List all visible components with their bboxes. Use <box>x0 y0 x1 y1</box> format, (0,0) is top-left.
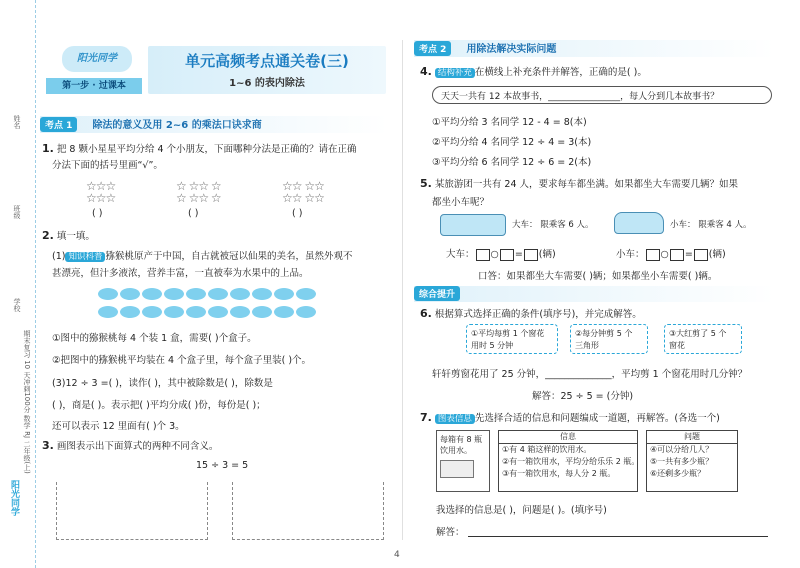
comp-badge: 综合提升 <box>414 286 460 301</box>
q6-num: 6. <box>420 307 432 320</box>
q2-intro-tag: 知识科普 <box>65 252 105 262</box>
q3-draw-right[interactable] <box>232 482 384 540</box>
q4-tag: 结构补充 <box>435 68 475 78</box>
q5-num: 5. <box>420 177 432 190</box>
q3-text: 画图表示出下面算式的两种不同含义。 <box>56 441 219 452</box>
water-box-icon <box>440 460 474 478</box>
q1-line1 <box>42 141 357 155</box>
kp2-heading <box>414 40 774 57</box>
q5-text1: 某旅游团一共有 24 人，要求每车都坐满。如果都坐大车需要几辆？如果 <box>434 179 739 190</box>
star-group-b: ☆ ☆☆ ☆ ☆ ☆☆ ☆ <box>176 179 221 205</box>
q4-box-text: 天天一共有 12 本故事书，________________，每人分到几本故事书？ <box>441 92 720 102</box>
bus-label: 大车： 限乘客 6 人。 <box>512 220 594 230</box>
q4-line <box>420 64 647 78</box>
q2-l2: ②把图中的猕猴桃平均装在 4 个盒子里，每个盒子里装( )个。 <box>52 355 312 366</box>
page-number: 4 <box>394 550 400 560</box>
q4-o3[interactable]: ③平均分给 6 名同学 12 ÷ 6 = 2(本) <box>432 157 592 168</box>
q7-sel: 我选择的信息是( )，问题是( )。(填序号) <box>436 505 607 516</box>
q5-line1 <box>420 176 738 190</box>
q7-text: 先选择合适的信息和问题编成一道题，再解答。(各选一个) <box>474 413 720 424</box>
q5-small-calc: 小车： ○ = (辆) <box>616 249 726 260</box>
kp1-heading <box>40 116 388 133</box>
q2-l1: ①图中的猕猴桃每 4 个装 1 盒，需要( )个盒子。 <box>52 333 257 344</box>
q6-cond3[interactable]: ③大红剪了 5 个 窗花 <box>664 324 742 354</box>
kp1-title: 除法的意义及用 2~6 的乘法口诀求商 <box>92 120 262 131</box>
q3-num: 3. <box>42 439 54 452</box>
q6-ans: 解答：25 ÷ 5 = (分钟) <box>532 391 634 402</box>
step-label: 第一步 · 过课本 <box>62 81 126 91</box>
q5-text2: 都坐小车呢？ <box>432 197 490 208</box>
q3-draw-left[interactable] <box>56 482 208 540</box>
kp1-badge: 考点 1 <box>40 117 77 132</box>
q1-text2: 分法下面的括号里画“√”。 <box>52 160 163 171</box>
q4-o2[interactable]: ②平均分给 4 名同学 12 ÷ 4 = 3(本) <box>432 137 592 148</box>
q2-l5: 还可以表示 12 里面有( )个 3。 <box>52 421 185 432</box>
spine-name: 姓名 <box>13 115 21 129</box>
q5-small-unit: (辆) <box>708 249 726 260</box>
center-divider <box>402 40 403 540</box>
q3-eq: 15 ÷ 3 = 5 <box>196 460 249 471</box>
q2-intro2: 甚漂亮，但汁多液浓，营养丰富，一直被奉为水果中的上品。 <box>52 268 309 279</box>
star-group-c: ☆☆ ☆☆ ☆☆ ☆☆ <box>282 179 324 205</box>
logo-text: 阳光同学 <box>77 53 117 64</box>
page-title: 单元高频考点通关卷(三) <box>185 52 349 70</box>
step-banner <box>46 78 142 94</box>
q4-o1[interactable]: ①平均分给 3 名同学 12 - 4 = 8(本) <box>432 117 587 128</box>
q5-small: 小车： <box>616 249 645 260</box>
q7-water-box: 每箱有 8 瓶 饮用水。 <box>436 430 490 492</box>
q6-cond1[interactable]: ①平均每剪 1 个窗花 用时 5 分钟 <box>466 324 558 354</box>
q4-num: 4. <box>420 65 432 78</box>
q2-intro1: 猕猴桃原产于中国，自古就被冠以仙果的美名，虽然外观不 <box>105 251 353 262</box>
q7-answer-line[interactable] <box>468 536 768 537</box>
q2-intro1-line: (1) 知识科普 猕猴桃原产于中国，自古就被冠以仙果的美名，虽然外观不 <box>52 251 353 262</box>
q7-tag: 图表信息 <box>435 414 475 424</box>
star-group-a: ☆☆☆ ☆☆☆ <box>86 179 116 205</box>
q5-big-unit: (辆) <box>538 249 556 260</box>
q1-paren-a[interactable]: ( ) <box>92 208 103 219</box>
q7-num: 7. <box>420 411 432 424</box>
spine-logo: 阳光同学 <box>9 480 19 516</box>
bus-icon <box>440 214 506 236</box>
spine-class: 班级 <box>13 205 21 219</box>
page-subtitle: 1~6 的表内除法 <box>229 78 305 89</box>
q1-num: 1. <box>42 142 54 155</box>
q2-num: 2. <box>42 229 54 242</box>
q5-big-calc: 大车： ○ = (辆) <box>446 249 556 260</box>
header-logo <box>62 46 132 72</box>
kp2-badge: 考点 2 <box>414 41 451 56</box>
q6-cond2[interactable]: ②每分钟剪 5 个 三角形 <box>570 324 648 354</box>
q1-text1: 把 8 颗小星星平均分给 4 个小朋友，下面哪种分法是正确的？请在正确 <box>56 144 357 155</box>
kiwi-fruits <box>98 288 328 324</box>
kp2-title: 用除法解决实际问题 <box>466 44 557 55</box>
comp-heading <box>414 286 774 302</box>
q1-paren-b[interactable]: ( ) <box>188 208 199 219</box>
spine <box>0 0 36 568</box>
q7-problem-table: 问题 ④可以分给几人？ ⑤一共有多少瓶？ ⑥还剩多少瓶？ <box>646 430 738 492</box>
q7-info-table: 信息 ①有 4 箱这样的饮用水。 ②有一箱饮用水，平均分给乐乐 2 瓶。 ③有一箱饮用水，每人分 2 瓶。 <box>498 430 638 492</box>
car-icon <box>614 212 664 234</box>
q5-big: 大车： <box>446 249 475 260</box>
q6-line <box>420 306 642 320</box>
car-label: 小车： 限乘客 4 人。 <box>670 220 752 230</box>
q5-ans: 口答：如果都坐大车需要( )辆；如果都坐小车需要( )辆。 <box>478 271 718 282</box>
q6-text: 根据算式选择正确的条件(填序号)，并完成解答。 <box>434 309 642 320</box>
q2-l3: (3)12 ÷ 3 =( )，读作( )，其中被除数是( )，除数是 <box>52 378 273 389</box>
q4-text: 在横线上补充条件并解答，正确的是( )。 <box>474 67 647 78</box>
q2-text: 填一填。 <box>56 231 95 242</box>
spine-book: 期末复习 10 天冲刺100分 数学 RJ 二年级(上) <box>23 330 31 474</box>
q6-q: 轩轩剪窗花用了 25 分钟，______________，平均剪 1 个窗花用时几分钟？ <box>432 369 748 380</box>
q2-l4: ( )，商是( )。表示把( )平均分成( )份，每份是( )； <box>52 400 266 411</box>
q2-line <box>42 228 95 242</box>
q4-box <box>432 86 772 104</box>
q7-line <box>420 410 720 424</box>
q1-paren-c[interactable]: ( ) <box>292 208 303 219</box>
q3-line <box>42 438 218 452</box>
title-band <box>148 46 386 94</box>
spine-school: 学校 <box>13 298 21 312</box>
q7-ans: 解答： <box>436 527 465 538</box>
